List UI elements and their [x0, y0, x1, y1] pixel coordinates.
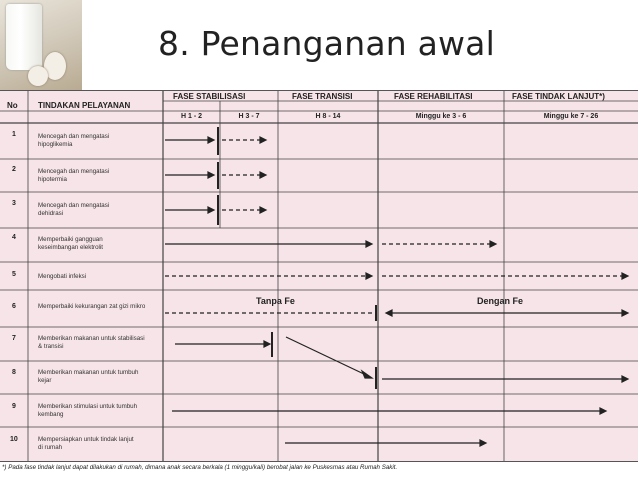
action-text: Memberikan stimulasi untuk tumbuh kembang [38, 403, 138, 418]
footnote: *) Pada fase tindak lanjut dapat dilakukan di rumah, dimana anak secara berkala (1 minggu/kali) berobat jalan ke Puskesmas atau Rumah Sakit. [2, 464, 398, 471]
label-dengan-fe: Dengan Fe [477, 296, 524, 306]
row-number: 1 [12, 131, 16, 138]
row-number: 6 [12, 303, 16, 310]
header-tindakan: TINDAKAN PELAYANAN [38, 101, 131, 110]
row-number: 5 [12, 271, 16, 278]
label-tanpa-fe: Tanpa Fe [256, 296, 295, 306]
action-text: Memberikan makanan untuk tumbuh kejar [38, 369, 139, 384]
subheader-h8-14: H 8 - 14 [315, 113, 341, 120]
subheader-minggu-3-6: Minggu ke 3 - 6 [415, 113, 467, 120]
milk-glass-icon [6, 4, 42, 70]
row-number: 2 [12, 166, 16, 173]
subheader-h1-2: H 1 - 2 [180, 113, 202, 120]
action-text: Memperbaiki gangguan keseimbangan elektrolit [38, 236, 104, 251]
action-text: Mencegah dan mengatasi hipoglikemia [38, 133, 110, 148]
header-no: No [7, 101, 18, 110]
header-fase-rehabilitasi: FASE REHABILITASI [394, 92, 473, 101]
row-number: 8 [12, 369, 16, 376]
page-title: 8. Penanganan awal [158, 24, 495, 63]
egg-icon [28, 66, 48, 86]
treatment-table [0, 90, 638, 462]
action-text: Memberikan makanan untuk stabilisasi & transisi [38, 335, 145, 350]
header-fase-stabilisasi: FASE STABILISASI [173, 92, 246, 101]
row-number: 4 [12, 234, 16, 241]
header-fase-tindak-lanjut: FASE TINDAK LANJUT*) [512, 92, 605, 101]
action-text: Mencegah dan mengatasi dehidrasi [38, 202, 110, 217]
action-text: Mempersiapkan untuk tindak lanjut di rumah [38, 436, 134, 451]
milk-eggs-photo [0, 0, 82, 90]
row-number: 3 [12, 200, 16, 207]
subheader-minggu-7-26: Minggu ke 7 - 26 [543, 113, 599, 120]
subheader-h3-7: H 3 - 7 [238, 113, 260, 120]
row-number: 10 [10, 436, 18, 443]
action-text: Mengobati infeksi [38, 273, 87, 280]
row-number: 7 [12, 335, 16, 342]
action-text: Mencegah dan mengatasi hipotermia [38, 168, 110, 183]
action-text: Memperbaiki kekurangan zat gizi mikro [38, 303, 146, 310]
header-fase-transisi: FASE TRANSISI [292, 92, 353, 101]
row-number: 9 [12, 403, 16, 410]
